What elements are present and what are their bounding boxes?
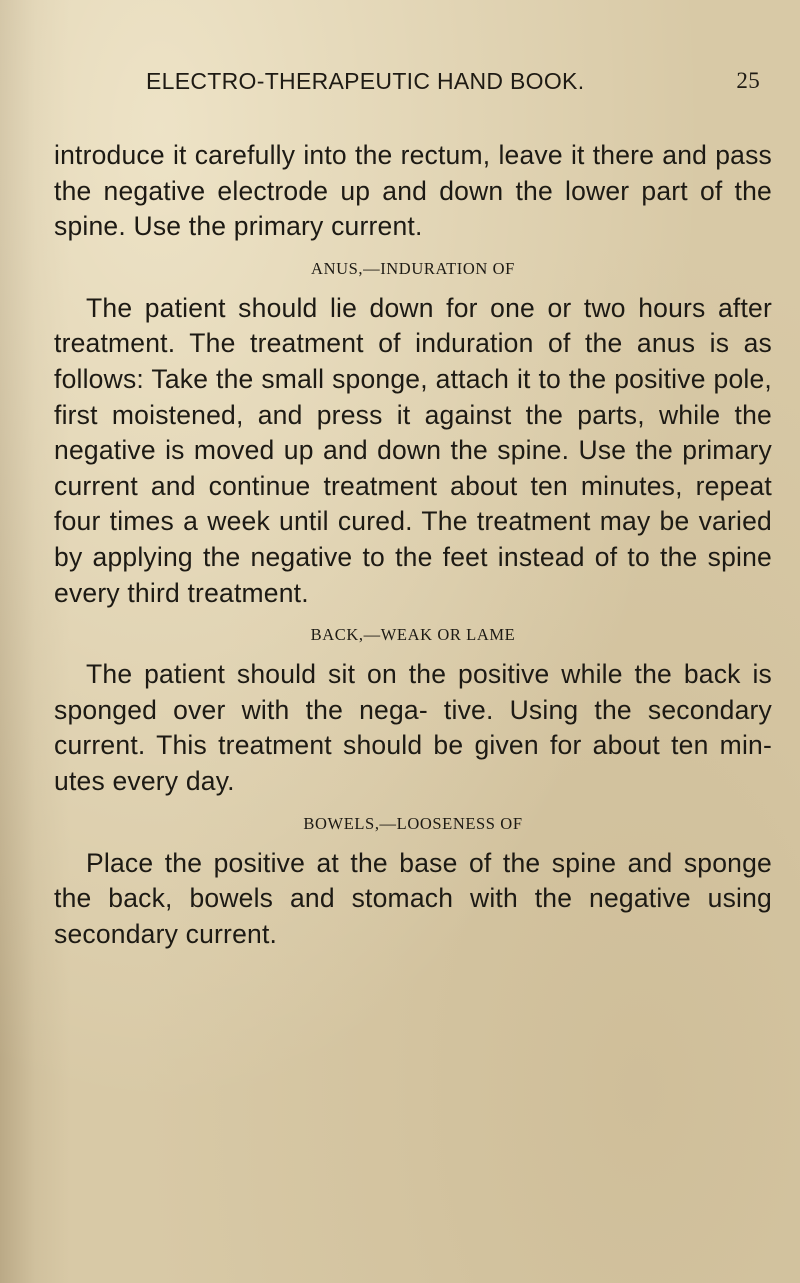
paragraph-anus-induration: The patient should lie down for one or two hours after treatment. The treatment of induration of the anus is as follows: Take the small sponge, attach it to the positive pole, first moistened, and press it against the parts, while the negative is moved up and down the spine. Use the primary current and continue treatment about ten minutes, repeat four times a week until cured. The treatment may be varied by applying the negative to the feet instead of to the spine every third treatment. — [54, 292, 772, 608]
paragraph-bowels-looseness: Place the positive at the base of the spine and sponge the back, bowels and stomach with the negative using secondary current. — [54, 847, 772, 949]
running-head — [146, 68, 760, 104]
section-heading-back-weak: BACK,—WEAK OR LAME — [310, 625, 516, 645]
page-number: 25 — [736, 68, 760, 93]
body-text — [54, 138, 772, 952]
running-head-title: ELECTRO-THERAPEUTIC HAND BOOK. — [146, 68, 585, 94]
paragraph-back-weak: The patient should sit on the positive while the back is sponged over with the nega- tive. Using the secondary current. This treatment should be given for about ten min- utes every day. — [54, 659, 772, 796]
paragraph-rectum-continuation: introduce it carefully into the rectum, leave it there and pass the negative electrode up and down the lower part of the spine. Use the primary current. — [54, 140, 772, 242]
section-heading-anus-induration: ANUS,—INDURATION OF — [311, 258, 515, 278]
section-heading-bowels-looseness: BOWELS,—LOOSENESS OF — [303, 813, 523, 833]
